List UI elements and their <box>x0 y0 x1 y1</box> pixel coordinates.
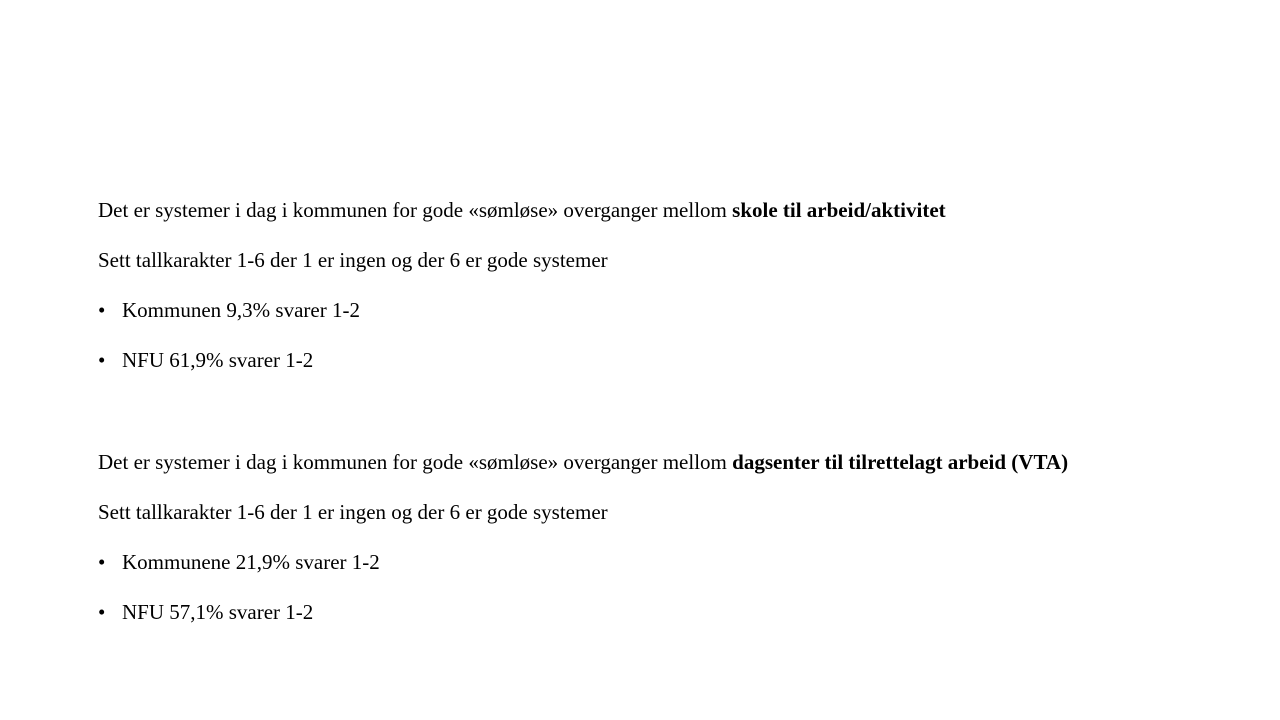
bullet-icon: • <box>98 298 106 322</box>
section1-statement-bold: skole til arbeid/aktivitet <box>732 198 946 222</box>
section2-statement <box>98 450 1068 474</box>
section2-bullet-item <box>98 550 380 574</box>
section2-bullet-text: Kommunene 21,9% svarer 1-2 <box>122 550 380 574</box>
section1-statement <box>98 198 946 222</box>
section2-statement-bold: dagsenter til tilrettelagt arbeid (VTA) <box>732 450 1069 474</box>
section2-statement-prefix: Det er systemer i dag i kommunen for gode «sømløse» overganger mellom <box>98 450 733 474</box>
section1-bullet-item <box>98 348 313 372</box>
section1-bullet-text: Kommunen 9,3% svarer 1-2 <box>122 298 360 322</box>
section2-bullet-item <box>98 600 313 624</box>
section1-instruction: Sett tallkarakter 1-6 der 1 er ingen og der 6 er gode systemer <box>98 248 608 272</box>
bullet-icon: • <box>98 348 106 372</box>
section1-statement-prefix: Det er systemer i dag i kommunen for gode «sømløse» overganger mellom <box>98 198 733 222</box>
section1-bullet-text: NFU 61,9% svarer 1-2 <box>122 348 314 372</box>
bullet-icon: • <box>98 550 106 574</box>
section1-bullet-item <box>98 298 360 322</box>
section2-bullet-text: NFU 57,1% svarer 1-2 <box>122 600 314 624</box>
section2-instruction: Sett tallkarakter 1-6 der 1 er ingen og der 6 er gode systemer <box>98 500 608 524</box>
bullet-icon: • <box>98 600 106 624</box>
